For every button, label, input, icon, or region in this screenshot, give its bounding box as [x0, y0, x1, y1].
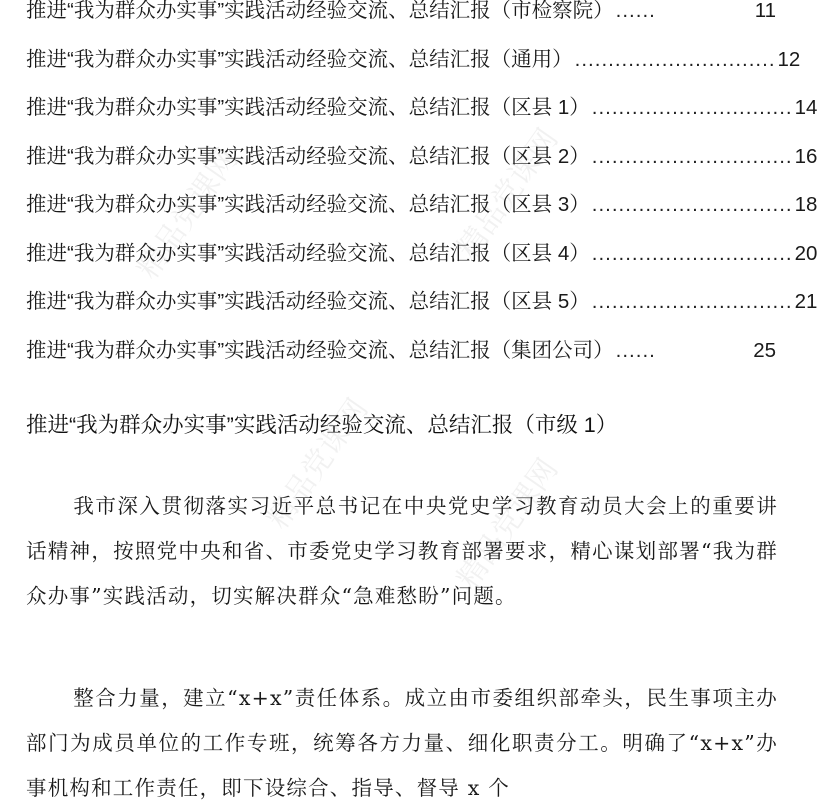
watermark: 精品党课网: [260, 392, 376, 536]
toc-item-leader: ..............................: [591, 290, 793, 313]
body-paragraph: [26, 484, 778, 619]
toc-item-leader: ..............................: [591, 144, 793, 168]
toc-item-leader: ..............................: [591, 193, 793, 216]
section-heading: 推进“我为群众办实事”实践活动经验交流、总结汇报（市级 1）: [26, 413, 618, 437]
toc-item-title: 推进“我为群众办实事”实践活动经验交流、总结汇报（集团公司）: [26, 338, 614, 362]
toc-item-page: 21: [794, 290, 817, 313]
paragraph-text: 整合力量，建立“x+x”责任体系。成立由市委组织部牵头，民生事项主办部门为成员单位的工作专班，统筹各方力量、细化职责分工。明确了“x+x”办事机构和工作责任，即下设综合、指导、督导 x 个: [26, 686, 778, 800]
body-paragraph: [26, 676, 778, 811]
toc-item[interactable]: [26, 327, 776, 376]
toc-item[interactable]: [26, 230, 817, 279]
toc-item-page: 25: [753, 338, 776, 362]
toc-item[interactable]: [26, 278, 817, 327]
toc-item[interactable]: [26, 84, 817, 133]
toc-item-title: 推进“我为群众办实事”实践活动经验交流、总结汇报（区县 1）: [26, 96, 590, 119]
toc-item-page: 12: [777, 47, 801, 71]
toc-item-leader: ..............................: [591, 241, 793, 265]
toc-item-leader: ......: [615, 338, 656, 362]
toc-item-title: 推进“我为群众办实事”实践活动经验交流、总结汇报（市检察院）: [26, 0, 614, 22]
paragraph-text: 我市深入贯彻落实习近平总书记在中央党史学习教育动员大会上的重要讲话精神，按照党中央和省、市委党史学习教育部署要求，精心谋划部署“我为群众办事”实践活动，切实解决群众“急难愁盼”问题。: [26, 494, 778, 608]
toc-item[interactable]: [26, 181, 817, 230]
table-of-contents: [26, 0, 817, 375]
toc-item-page: 20: [794, 241, 817, 265]
watermark: 精品党课网: [130, 142, 246, 286]
toc-item-title: 推进“我为群众办实事”实践活动经验交流、总结汇报（区县 4）: [26, 241, 590, 265]
toc-item[interactable]: [26, 133, 817, 182]
toc-item-title: 推进“我为群众办实事”实践活动经验交流、总结汇报（区县 3）: [26, 193, 590, 216]
toc-item-page: 18: [794, 193, 817, 216]
toc-item-leader: ......: [615, 0, 656, 22]
toc-item[interactable]: [26, 0, 776, 36]
toc-item-page: 16: [794, 144, 817, 168]
watermark: 精品党课网: [450, 452, 566, 596]
toc-item-leader: ..............................: [574, 47, 776, 71]
toc-item-page: 11: [754, 0, 776, 22]
toc-item-title: 推进“我为群众办实事”实践活动经验交流、总结汇报（区县 2）: [26, 144, 590, 168]
watermark: 精品党课网: [450, 122, 566, 266]
toc-item-title: 推进“我为群众办实事”实践活动经验交流、总结汇报（区县 5）: [26, 290, 590, 313]
toc-item-page: 14: [794, 96, 817, 119]
toc-item-leader: ..............................: [591, 96, 793, 119]
toc-item-title: 推进“我为群众办实事”实践活动经验交流、总结汇报（通用）: [26, 47, 573, 71]
toc-item[interactable]: [26, 36, 801, 85]
